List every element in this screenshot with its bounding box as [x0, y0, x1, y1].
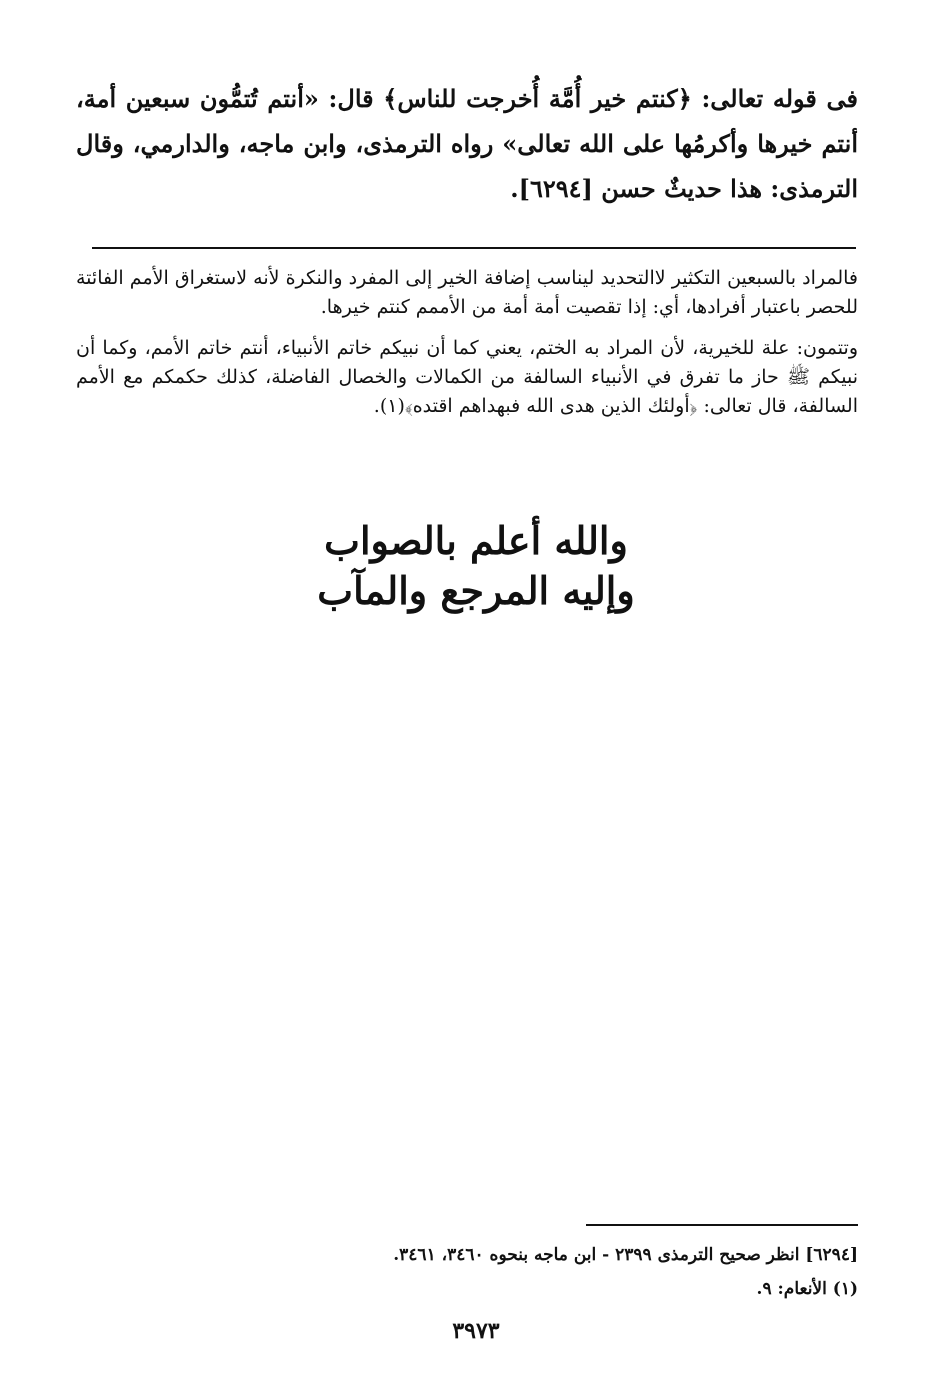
- section-divider: [92, 247, 856, 249]
- footnote-item: [٦٢٩٤] انظر صحيح الترمذى ٢٣٩٩ - ابن ماجه بنحوه ٣٤٦٠، ٣٤٦١.: [393, 1245, 858, 1265]
- commentary-paragraph: فالمراد بالسبعين التكثير لاالتحديد ليناسب إضافة الخير إلى المفرد والنكرة لأنه لاستغراق الأمم الفائتة للحصر باعتبار أفرادها، أي: إذا تقصيت أمة أمة من الأممم كنتم خيرها.: [76, 267, 858, 318]
- commentary-block: [76, 264, 858, 433]
- closing-line: والله أعلم بالصواب: [324, 518, 628, 563]
- footnotes: [200, 1238, 858, 1306]
- commentary-paragraph: وتتمون: علة للخيرية، لأن المراد به الختم، يعني كما أن نبيكم خاتم الأنبياء، أنتم خاتم الأمم، وكما أن نبيكم ﷺ حاز ما تفرق في الأنبياء السالفة من الكمالات والخصال الفاضلة، كذلك حكمكم مع الأمم السالفة، قال تعالى: ﴿أولئك الذين هدى الله فبهداهم اقتده﴾(١).: [76, 337, 858, 417]
- footnote-divider: [586, 1224, 858, 1226]
- page-number: ٣٩٧٣: [452, 1318, 500, 1344]
- footnote-item: (١) الأنعام: ٩.: [756, 1279, 858, 1299]
- hadith-text: فى قوله تعالى: ﴿كنتم خير أُمَّة أُخرجت للناس﴾ قال: «أنتم تُتمُّون سبعين أمة، أنتم خيرها وأكرمُها على الله تعالى» رواه الترمذى، وابن ماجه، والدارمي، وقال الترمذى: هذا حديثٌ حسن [٦٢٩٤].: [76, 84, 858, 203]
- closing-line: وإليه المرجع والمآب: [317, 568, 635, 613]
- closing-phrase: [0, 516, 952, 616]
